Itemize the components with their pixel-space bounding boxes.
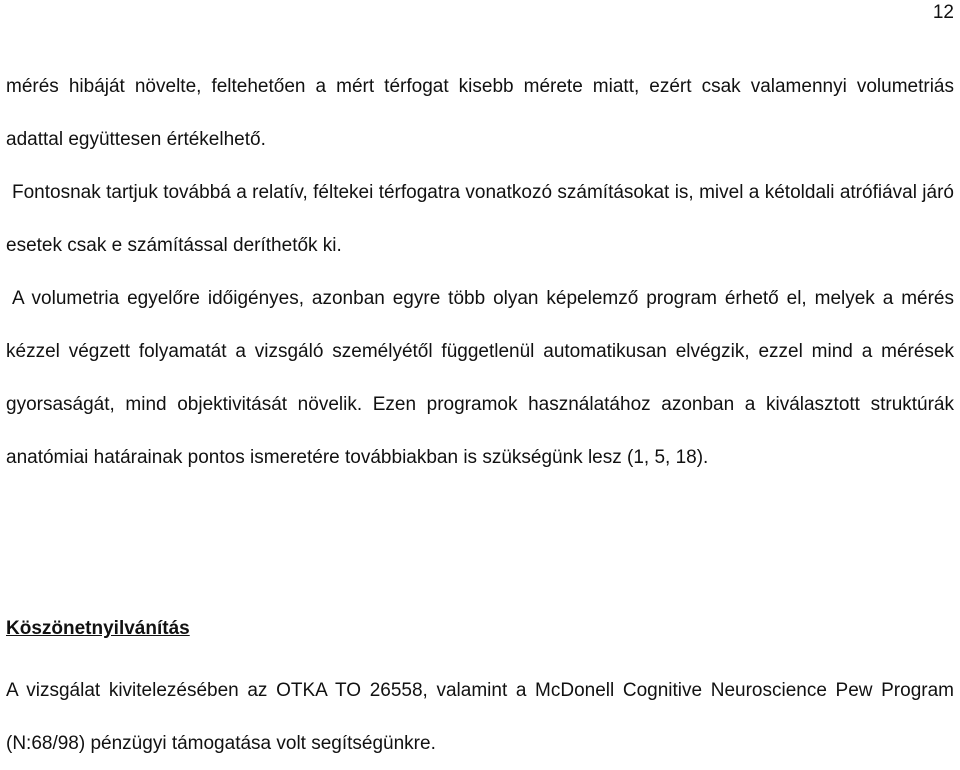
paragraph-relative-volume-text: Fontosnak tartjuk továbbá a relatív, féltekei térfogatra vonatkozó számításokat is, mivel a kétoldali atrófiával járó esetek csak e számítással deríthetők ki. bbox=[6, 182, 954, 256]
acknowledgement-heading: Köszönetnyilvánítás bbox=[6, 618, 190, 639]
paragraph-volumetry-error: mérés hibáját növelte, feltehetően a mért térfogat kisebb mérete miatt, ezért csak valamennyi volumetriás adattal együttesen értékelhető. bbox=[6, 76, 954, 150]
paragraph-image-analysis-text: A volumetria egyelőre időigényes, azonban egyre több olyan képelemző program érhető el, melyek a mérés kézzel végzett folyamatát a vizsgáló személyétől függetlenül automatikusan elvégzik, ezzel mind a mérések gyorsaságát, mind objektivitását növelik. Ezen programok használatához azonban a kiválasztott struktúrák anatómiai határainak pontos ismeretére továbbiakban is szükségünk lesz (1, 5, 18). bbox=[6, 288, 954, 468]
page-number: 12 bbox=[932, 2, 954, 23]
acknowledgement-text: A vizsgálat kivitelezésében az OTKA TO 26558, valamint a McDonell Cognitive Neuroscience Pew Program (N:68/98) pénzügyi támogatása volt segítségünkre. bbox=[6, 680, 954, 754]
paragraph-relative-volume bbox=[6, 166, 954, 272]
paragraph-image-analysis bbox=[6, 272, 954, 484]
